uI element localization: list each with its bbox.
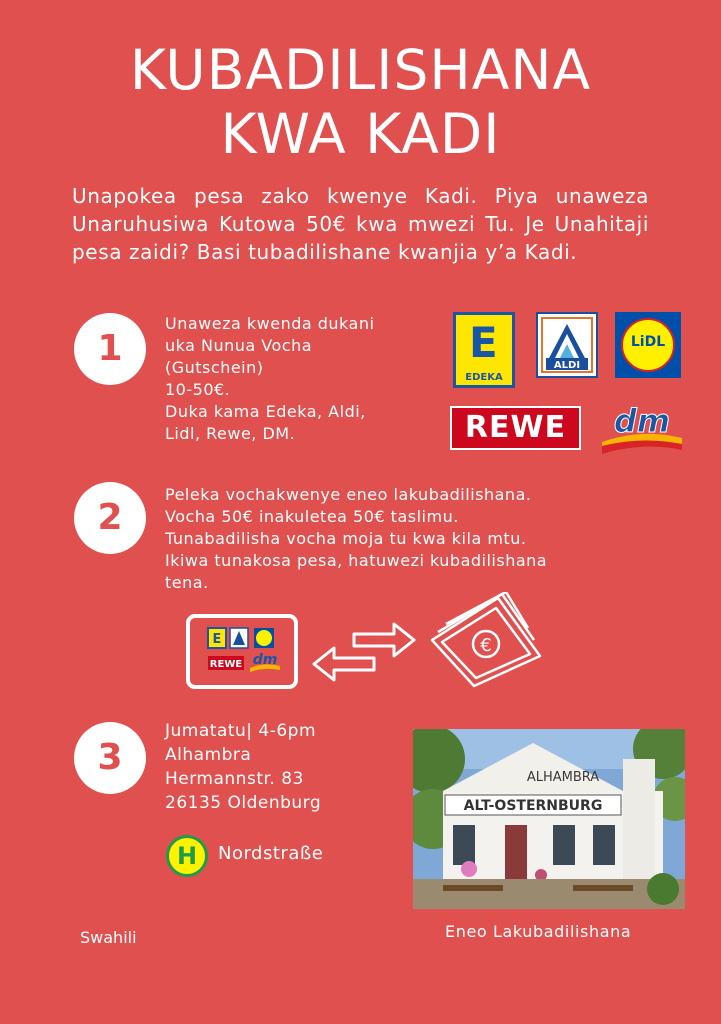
step-1-line: (Gutschein) xyxy=(165,358,264,377)
svg-text:REWE: REWE xyxy=(209,659,243,670)
edeka-logo-label: EDEKA xyxy=(465,372,503,383)
step-3-number: 3 xyxy=(74,722,146,794)
edeka-logo xyxy=(453,312,515,388)
cash-banknotes-icon xyxy=(426,592,546,688)
bus-stop-icon: H xyxy=(166,835,208,877)
step-1-line: Unaweza kwenda dukani xyxy=(165,314,375,333)
svg-text:€: € xyxy=(480,635,492,656)
dm-logo-graphic xyxy=(598,398,686,458)
step-3-line: Hermannstr. 83 xyxy=(165,769,304,789)
step-2-line: Ikiwa tunakosa pesa, hatuwezi kubadilishana xyxy=(165,551,548,570)
bus-stop-name: Nordstraße xyxy=(218,843,324,864)
step-1-line: Duka kama Edeka, Aldi, xyxy=(165,402,366,421)
svg-text:dm: dm xyxy=(252,652,278,668)
page-title xyxy=(0,38,721,166)
dm-logo-text: dm xyxy=(613,402,671,440)
step-1-line: Lidl, Rewe, DM. xyxy=(165,424,296,443)
edeka-logo-letter: E xyxy=(469,318,498,367)
step-2-number: 2 xyxy=(74,482,146,554)
step-3-line: Jumatatu| 4-6pm xyxy=(165,721,317,741)
step-3-line: 26135 Oldenburg xyxy=(165,793,322,813)
photo-caption: Eneo Lakubadilishana xyxy=(445,922,632,941)
step-1-number: 1 xyxy=(74,313,146,385)
svg-text:E: E xyxy=(212,632,222,647)
intro-paragraph: Unapokea pesa zako kwenye Kadi. Piya unaweza Unaruhusiwa Kutowa 50€ kwa mwezi Tu. Je Unahitaji pesa zaidi? Basi tubadilishane kwanjia y’a Kadi. xyxy=(72,184,649,264)
exchange-location-photo xyxy=(413,729,685,909)
title-line-2: KWA KADI xyxy=(220,102,501,166)
aldi-logo-text: ALDI xyxy=(553,360,581,371)
dm-logo xyxy=(598,398,686,458)
aldi-logo xyxy=(536,312,598,378)
step-2-line: Tunabadilisha vocha moja tu kwa kila mtu. xyxy=(165,529,527,548)
building-photo-illustration xyxy=(413,729,685,909)
step-1-line: 10-50€. xyxy=(165,380,231,399)
photo-sign-top: ALHAMBRA xyxy=(526,770,600,785)
step-2-line: tena. xyxy=(165,573,209,592)
step-1-text xyxy=(165,313,374,445)
language-label: Swahili xyxy=(80,928,137,947)
step-3-line: Alhambra xyxy=(165,745,252,765)
voucher-logos-icon xyxy=(190,618,294,685)
voucher-box xyxy=(186,614,298,689)
step-2-line: Vocha 50€ inakuletea 50€ taslimu. xyxy=(165,507,459,526)
rewe-logo: REWE xyxy=(450,406,581,450)
step-2-text xyxy=(165,484,547,594)
photo-sign-main: ALT-OSTERNBURG xyxy=(463,798,603,814)
step-2-line: Peleka vochakwenye eneo lakubadilishana. xyxy=(165,485,532,504)
aldi-logo-graphic xyxy=(538,314,596,376)
title-line-1: KUBADILISHANA xyxy=(129,38,592,102)
lidl-logo xyxy=(615,312,681,378)
lidl-logo-text: LiDL xyxy=(630,334,666,350)
exchange-arrows-icon xyxy=(308,618,420,688)
step-1-line: uka Nunua Vocha xyxy=(165,336,313,355)
step-3-text xyxy=(165,719,321,815)
